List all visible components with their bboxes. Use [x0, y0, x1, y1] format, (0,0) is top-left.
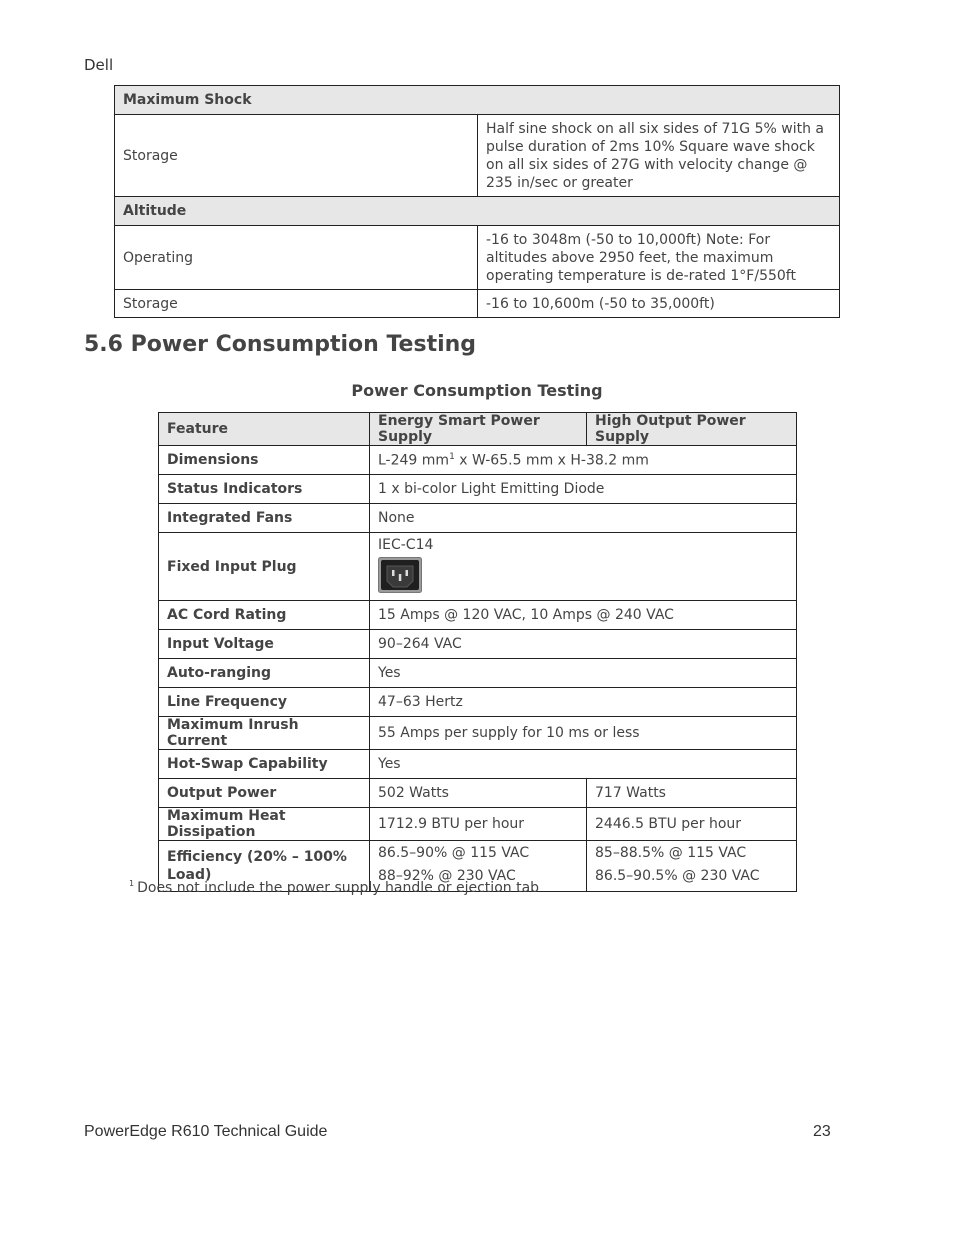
table-row	[115, 226, 840, 290]
footnote-text: Does not include the power supply handle or ejection tab	[137, 880, 540, 896]
table-row	[159, 601, 797, 630]
feature-label: Output Power	[159, 779, 370, 808]
table-row	[159, 659, 797, 688]
feature-label: AC Cord Rating	[159, 601, 370, 630]
feature-label: Status Indicators	[159, 475, 370, 504]
feature-label: Integrated Fans	[159, 504, 370, 533]
column-header-high-output: High Output Power Supply	[587, 413, 797, 446]
power-consumption-table	[158, 412, 797, 892]
feature-label: Auto-ranging	[159, 659, 370, 688]
table-section-row	[115, 197, 840, 226]
footnote	[129, 879, 539, 896]
footer-title: PowerEdge R610 Technical Guide	[84, 1123, 328, 1140]
table-row	[159, 504, 797, 533]
feature-value	[370, 533, 797, 601]
row-value: -16 to 10,600m (-50 to 35,000ft)	[478, 290, 840, 318]
page-header-company: Dell	[84, 56, 114, 74]
high-output-value	[587, 841, 797, 892]
feature-value: None	[370, 504, 797, 533]
feature-value: 1 x bi-color Light Emitting Diode	[370, 475, 797, 504]
feature-label: Hot-Swap Capability	[159, 750, 370, 779]
environmental-table	[114, 85, 840, 318]
column-header-energy-smart: Energy Smart Power Supply	[370, 413, 587, 446]
row-value: -16 to 3048m (-50 to 10,000ft) Note: For altitudes above 2950 feet, the maximum operating temperature is de-rated 1°F/550ft	[478, 226, 840, 290]
table-row	[115, 290, 840, 318]
feature-value: Yes	[370, 750, 797, 779]
row-label: Storage	[115, 290, 478, 318]
feature-label: Maximum Inrush Current	[159, 717, 370, 750]
row-value: Half sine shock on all six sides of 71G 5% with a pulse duration of 2ms 10% Square wave shock on all six sides of 27G with velocity change @ 235 in/sec or greater	[478, 115, 840, 197]
feature-value: 15 Amps @ 120 VAC, 10 Amps @ 240 VAC	[370, 601, 797, 630]
feature-value: 55 Amps per supply for 10 ms or less	[370, 717, 797, 750]
dimension-rest: x W-65.5 mm x H-38.2 mm	[454, 452, 649, 469]
table-row	[115, 115, 840, 197]
table-row	[159, 630, 797, 659]
table-section-row	[115, 86, 840, 115]
energy-smart-value: 1712.9 BTU per hour	[370, 808, 587, 841]
table-header-row	[159, 413, 797, 446]
dimension-length: L-249 mm	[378, 452, 450, 469]
section-title: Altitude	[115, 197, 840, 226]
table-caption: Power Consumption Testing	[351, 381, 603, 400]
power-plug-icon	[378, 557, 422, 593]
column-header-feature: Feature	[159, 413, 370, 446]
efficiency-line: 86.5–90.5% @ 230 VAC	[595, 868, 760, 884]
feature-value: 47–63 Hertz	[370, 688, 797, 717]
table-row	[159, 750, 797, 779]
plug-type: IEC-C14	[378, 537, 434, 553]
table-row	[159, 688, 797, 717]
feature-label: Line Frequency	[159, 688, 370, 717]
feature-label: Fixed Input Plug	[159, 533, 370, 601]
section-heading: 5.6 Power Consumption Testing	[84, 332, 477, 357]
table-row	[159, 779, 797, 808]
footnote-marker: 1	[129, 879, 135, 888]
table-row	[159, 808, 797, 841]
high-output-value: 717 Watts	[587, 779, 797, 808]
feature-label: Input Voltage	[159, 630, 370, 659]
efficiency-line: 88–92% @ 230 VAC	[378, 868, 516, 884]
row-label: Operating	[115, 226, 478, 290]
footnote-marker: 1	[449, 451, 455, 462]
efficiency-line: 85–88.5% @ 115 VAC	[595, 845, 747, 861]
page-number: 23	[813, 1123, 831, 1140]
high-output-value: 2446.5 BTU per hour	[587, 808, 797, 841]
feature-value: 90–264 VAC	[370, 630, 797, 659]
table-row	[159, 446, 797, 475]
feature-value: Yes	[370, 659, 797, 688]
table-row	[159, 533, 797, 601]
row-label: Storage	[115, 115, 478, 197]
table-row	[159, 717, 797, 750]
feature-value	[370, 446, 797, 475]
feature-label: Efficiency (20% – 100% Load)	[159, 841, 370, 892]
feature-label: Dimensions	[159, 446, 370, 475]
table-row	[159, 475, 797, 504]
feature-label: Maximum Heat Dissipation	[159, 808, 370, 841]
section-title: Maximum Shock	[115, 86, 840, 115]
energy-smart-value: 502 Watts	[370, 779, 587, 808]
efficiency-line: 86.5–90% @ 115 VAC	[378, 845, 530, 861]
